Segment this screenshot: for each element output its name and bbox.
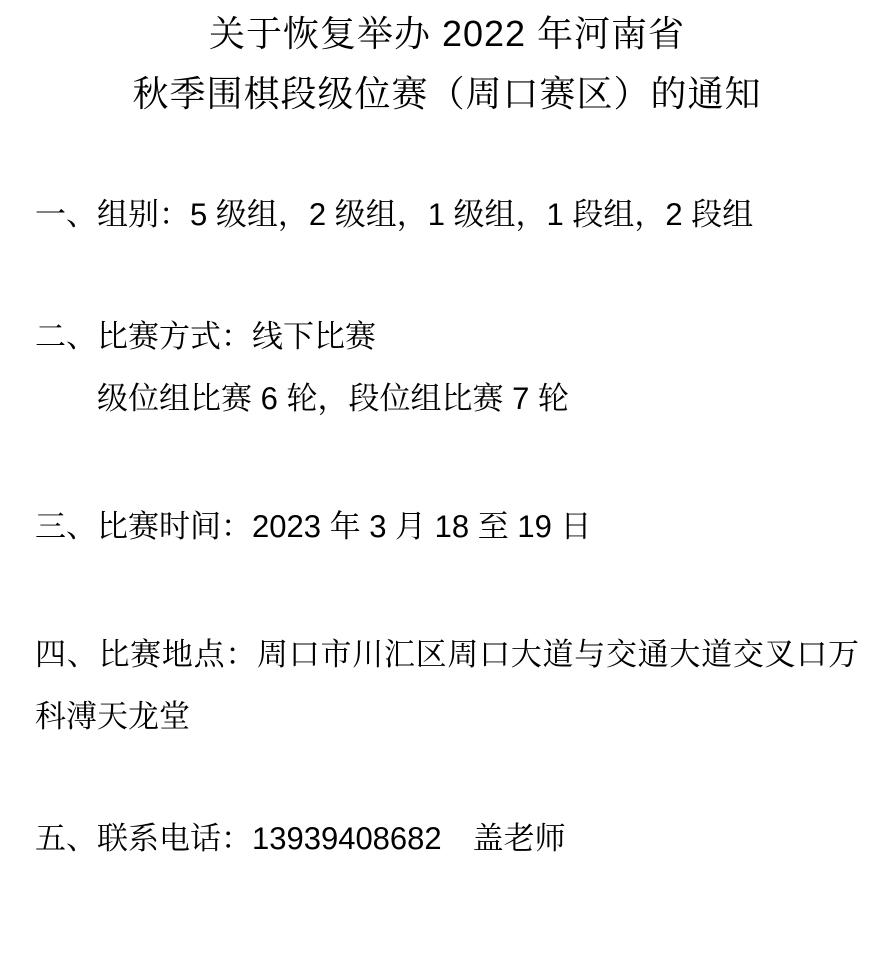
section-3-time [35,496,859,558]
section-5-text: 五、联系电话：13939408682 盖老师 [35,821,566,856]
section-4-text: 四、比赛地点：周口市川汇区周口大道与交通大道交叉口万科溥天龙堂 [35,637,859,734]
section-2-line-2: 级位组比赛 6 轮，段位组比赛 7 轮 [97,381,569,416]
document-title [0,4,894,124]
section-2-format [35,306,859,430]
title-line-1: 关于恢复举办 2022 年河南省 [208,13,686,54]
section-5-contact [35,808,859,870]
section-1-groups [35,184,859,246]
title-line-2: 秋季围棋段级位赛（周口赛区）的通知 [132,73,762,114]
section-2-line-1: 二、比赛方式：线下比赛 [35,319,376,354]
section-1-text: 一、组别：5 级组，2 级组，1 级组，1 段组，2 段组 [35,197,754,232]
section-4-location [35,624,859,748]
section-3-text: 三、比赛时间：2023 年 3 月 18 至 19 日 [35,509,592,544]
